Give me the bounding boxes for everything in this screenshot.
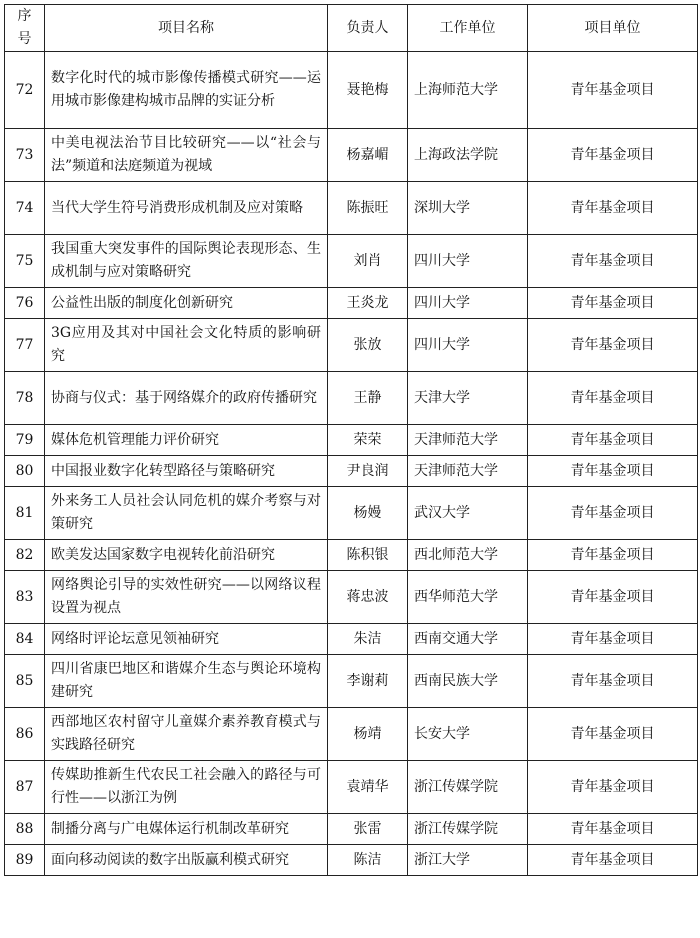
header-name: 项目名称	[45, 5, 328, 52]
table-row	[5, 814, 698, 845]
table-body	[5, 52, 698, 876]
table-row	[5, 708, 698, 761]
table-row	[5, 182, 698, 235]
cell-leader: 陈积银	[328, 540, 408, 571]
cell-project-type: 青年基金项目	[528, 235, 698, 288]
cell-no: 88	[5, 814, 45, 845]
table-row	[5, 288, 698, 319]
cell-project-type: 青年基金项目	[528, 52, 698, 129]
cell-project-name: 外来务工人员社会认同危机的媒介考察与对策研究	[45, 487, 328, 540]
cell-no: 73	[5, 129, 45, 182]
cell-organization: 长安大学	[408, 708, 528, 761]
table-row	[5, 571, 698, 624]
cell-leader: 陈洁	[328, 845, 408, 876]
table-row	[5, 655, 698, 708]
cell-no: 79	[5, 425, 45, 456]
cell-project-type: 青年基金项目	[528, 456, 698, 487]
cell-no: 89	[5, 845, 45, 876]
header-no: 序号	[5, 5, 45, 52]
cell-organization: 深圳大学	[408, 182, 528, 235]
table-row	[5, 319, 698, 372]
cell-project-name: 欧美发达国家数字电视转化前沿研究	[45, 540, 328, 571]
header-org: 工作单位	[408, 5, 528, 52]
cell-leader: 杨嫚	[328, 487, 408, 540]
cell-project-type: 青年基金项目	[528, 845, 698, 876]
cell-project-name: 制播分离与广电媒体运行机制改革研究	[45, 814, 328, 845]
cell-leader: 王炎龙	[328, 288, 408, 319]
cell-no: 86	[5, 708, 45, 761]
table-row	[5, 372, 698, 425]
cell-organization: 上海政法学院	[408, 129, 528, 182]
header-row	[5, 5, 698, 52]
cell-project-type: 青年基金项目	[528, 655, 698, 708]
cell-organization: 西南民族大学	[408, 655, 528, 708]
cell-project-name: 媒体危机管理能力评价研究	[45, 425, 328, 456]
cell-project-name: 传媒助推新生代农民工社会融入的路径与可行性——以浙江为例	[45, 761, 328, 814]
table-row	[5, 624, 698, 655]
cell-leader: 尹良润	[328, 456, 408, 487]
cell-no: 80	[5, 456, 45, 487]
table-row	[5, 761, 698, 814]
cell-project-name: 西部地区农村留守儿童媒介素养教育模式与实践路径研究	[45, 708, 328, 761]
cell-leader: 张雷	[328, 814, 408, 845]
cell-no: 82	[5, 540, 45, 571]
cell-project-name: 网络舆论引导的实效性研究——以网络议程设置为视点	[45, 571, 328, 624]
table-header	[5, 5, 698, 52]
cell-organization: 浙江大学	[408, 845, 528, 876]
cell-project-name: 协商与仪式：基于网络媒介的政府传播研究	[45, 372, 328, 425]
cell-no: 72	[5, 52, 45, 129]
cell-no: 87	[5, 761, 45, 814]
cell-organization: 四川大学	[408, 235, 528, 288]
cell-leader: 袁靖华	[328, 761, 408, 814]
table-row	[5, 487, 698, 540]
cell-project-name: 当代大学生符号消费形成机制及应对策略	[45, 182, 328, 235]
table-row	[5, 129, 698, 182]
table-row	[5, 425, 698, 456]
cell-project-name: 数字化时代的城市影像传播模式研究——运用城市影像建构城市品牌的实证分析	[45, 52, 328, 129]
cell-project-name: 四川省康巴地区和谐媒介生态与舆论环境构建研究	[45, 655, 328, 708]
cell-organization: 天津师范大学	[408, 425, 528, 456]
cell-leader: 李谢莉	[328, 655, 408, 708]
cell-organization: 武汉大学	[408, 487, 528, 540]
cell-leader: 朱洁	[328, 624, 408, 655]
cell-project-name: 公益性出版的制度化创新研究	[45, 288, 328, 319]
cell-organization: 上海师范大学	[408, 52, 528, 129]
cell-no: 75	[5, 235, 45, 288]
cell-organization: 四川大学	[408, 288, 528, 319]
cell-no: 81	[5, 487, 45, 540]
cell-organization: 天津大学	[408, 372, 528, 425]
table-row	[5, 456, 698, 487]
cell-no: 85	[5, 655, 45, 708]
cell-no: 76	[5, 288, 45, 319]
cell-leader: 聂艳梅	[328, 52, 408, 129]
cell-no: 84	[5, 624, 45, 655]
cell-project-type: 青年基金项目	[528, 319, 698, 372]
cell-project-type: 青年基金项目	[528, 129, 698, 182]
cell-project-type: 青年基金项目	[528, 425, 698, 456]
table-row	[5, 845, 698, 876]
cell-leader: 刘肖	[328, 235, 408, 288]
header-lead: 负责人	[328, 5, 408, 52]
cell-organization: 四川大学	[408, 319, 528, 372]
cell-project-type: 青年基金项目	[528, 708, 698, 761]
table-row	[5, 235, 698, 288]
cell-organization: 浙江传媒学院	[408, 814, 528, 845]
cell-leader: 杨靖	[328, 708, 408, 761]
cell-project-type: 青年基金项目	[528, 571, 698, 624]
cell-project-name: 我国重大突发事件的国际舆论表现形态、生成机制与应对策略研究	[45, 235, 328, 288]
cell-project-type: 青年基金项目	[528, 624, 698, 655]
cell-project-type: 青年基金项目	[528, 182, 698, 235]
cell-organization: 西南交通大学	[408, 624, 528, 655]
cell-no: 74	[5, 182, 45, 235]
cell-project-name: 中国报业数字化转型路径与策略研究	[45, 456, 328, 487]
cell-project-name: 面向移动阅读的数字出版赢利模式研究	[45, 845, 328, 876]
cell-project-name: 网络时评论坛意见领袖研究	[45, 624, 328, 655]
table-row	[5, 52, 698, 129]
cell-organization: 西北师范大学	[408, 540, 528, 571]
cell-leader: 蒋忠波	[328, 571, 408, 624]
cell-project-type: 青年基金项目	[528, 372, 698, 425]
cell-leader: 荣荣	[328, 425, 408, 456]
cell-organization: 浙江传媒学院	[408, 761, 528, 814]
cell-project-type: 青年基金项目	[528, 540, 698, 571]
cell-project-type: 青年基金项目	[528, 487, 698, 540]
cell-project-type: 青年基金项目	[528, 761, 698, 814]
table-row	[5, 540, 698, 571]
cell-project-name: 中美电视法治节目比较研究——以“社会与法”频道和法庭频道为视域	[45, 129, 328, 182]
cell-leader: 张放	[328, 319, 408, 372]
cell-project-type: 青年基金项目	[528, 288, 698, 319]
cell-project-type: 青年基金项目	[528, 814, 698, 845]
cell-leader: 杨嘉嵋	[328, 129, 408, 182]
cell-leader: 陈振旺	[328, 182, 408, 235]
header-type: 项目单位	[528, 5, 698, 52]
project-table	[4, 4, 698, 876]
cell-leader: 王静	[328, 372, 408, 425]
cell-organization: 天津师范大学	[408, 456, 528, 487]
cell-organization: 西华师范大学	[408, 571, 528, 624]
cell-project-name: 3G应用及其对中国社会文化特质的影响研究	[45, 319, 328, 372]
cell-no: 83	[5, 571, 45, 624]
cell-no: 77	[5, 319, 45, 372]
cell-no: 78	[5, 372, 45, 425]
